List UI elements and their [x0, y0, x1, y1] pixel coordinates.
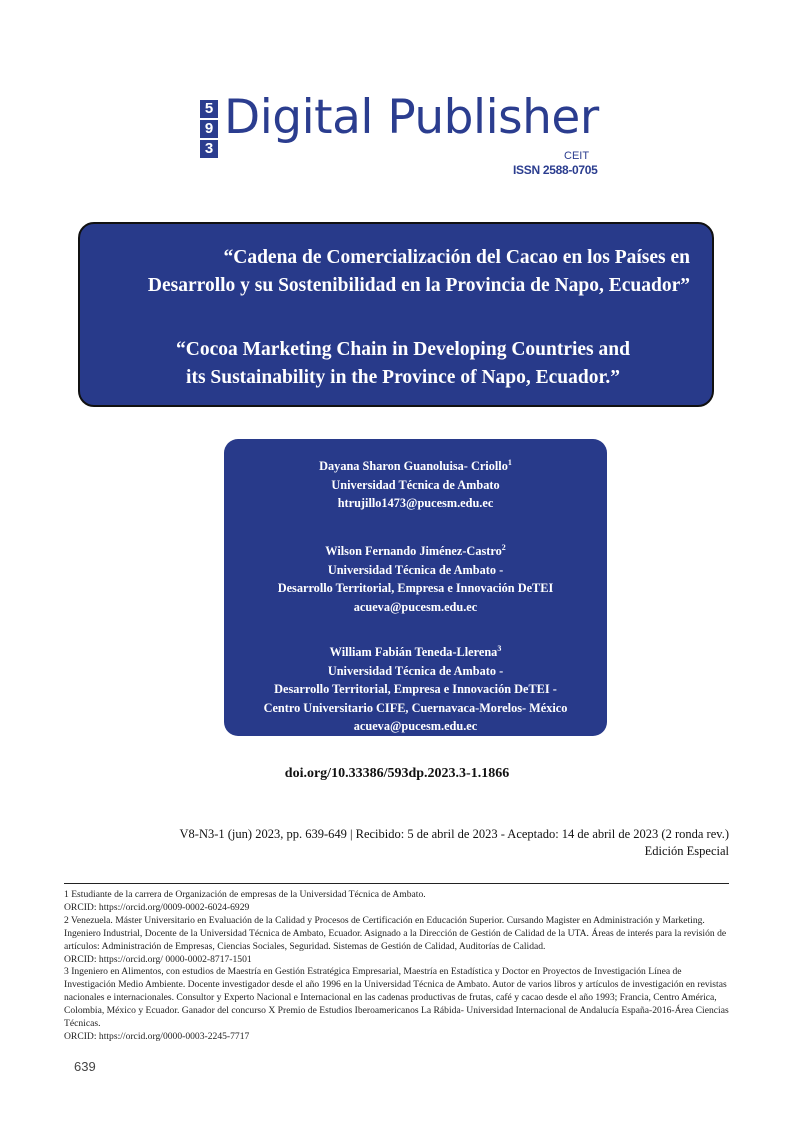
- title-spanish-line: Desarrollo y su Sostenibilidad en la Provincia de Napo, Ecuador”: [147, 275, 690, 296]
- journal-logo: [200, 90, 620, 178]
- footnote-orcid: ORCID: https://orcid.org/ 0000-0002-8717-1501: [64, 953, 252, 965]
- issn: ISSN 2588-0705: [513, 163, 598, 177]
- footnotes: [64, 889, 730, 1044]
- author-email: htrujillo1473@pucesm.edu.ec: [337, 496, 494, 511]
- footnote: 2 Venezuela. Máster Universitario en Evaluación de la Calidad y Procesos de Certificación en Educación Superior. Cursando Magister en Administración y Marketing. Ingeniero Industrial, Docente de la Universidad Técnica de Ambato, Ecuador. Asignado a la Dirección de Gestión de Calidad de la UTA. Áreas de interés para la revisión de artículos: Administración de Empresas, Ciencias Sociales, Seguridad. Sistemas de Gestión de Calidad, Auditorías de Calidad.: [64, 914, 727, 952]
- logo-ceit: CEIT: [564, 150, 590, 162]
- author-name: Wilson Fernando Jiménez-Castro$^2$: [325, 543, 506, 559]
- footnote: 3 Ingeniero en Alimentos, con estudios de Maestría en Gestión Estratégica Empresarial, Maestría en Estadística y Doctor en Proyectos de Investigación Línea de Investigación Medio Ambiente. Docente investigador desde el año 1996 en la Universidad Técnica de Ambato. Autor de varios libros y artículos de investigación en revistas nacionales e internacionales. Consultor y Experto Nacional e Internacional en las cadenas productivas de frutas, café y cacao desde el año 1993; Francia, Centro América, Colombia, México y Ecuador. Ganador del concurso X Premio de Estudios Iberoamericanos La Rábida- Universidad Internacional de Andalucía España-2016-Área Ciencias Técnicas.: [64, 966, 729, 1030]
- author-affiliation: Desarrollo Territorial, Empresa e Innovación DeTEI: [277, 581, 554, 596]
- title-english: [80, 336, 716, 392]
- author-name: William Fabián Teneda-Llerena$^3$: [329, 644, 502, 660]
- author-affiliation: Universidad Técnica de Ambato -: [327, 663, 504, 678]
- author-name: Dayana Sharon Guanoluisa- Criollo$^1$: [319, 458, 512, 474]
- volume-line: V8-N3-1 (jun) 2023, pp. 639-649 | Recibido: 5 de abril de 2023 - Aceptado: 14 de abril de 2023 (2 ronda rev.): [179, 827, 729, 841]
- title-spanish: [90, 244, 690, 300]
- footnote-orcid: ORCID: https://orcid.org/0009-0002-6024-6929: [64, 901, 250, 913]
- doi: doi.org/10.33386/593dp.2023.3-1.1866: [284, 766, 510, 781]
- author-block: [224, 454, 607, 513]
- author-affiliation: Desarrollo Territorial, Empresa e Innovación DeTEI -: [274, 682, 557, 697]
- author-email: acueva@pucesm.edu.ec: [353, 719, 478, 734]
- title-spanish-line: “Cadena de Comercialización del Cacao en los Países en: [223, 247, 690, 268]
- author-affiliation: Universidad Técnica de Ambato: [331, 477, 500, 492]
- logo-digit: 9: [200, 120, 218, 138]
- title-box: [78, 222, 714, 407]
- title-english-line: “Cocoa Marketing Chain in Developing Countries and: [176, 339, 630, 360]
- logo-digit: 3: [200, 140, 218, 158]
- logo-digits: [200, 100, 218, 160]
- publication-info: [180, 826, 729, 860]
- author-affiliation: Centro Universitario CIFE, Cuernavaca-Morelos- México: [263, 700, 568, 715]
- title-english-line: its Sustainability in the Province of Napo, Ecuador.”: [186, 367, 620, 388]
- footnote-orcid: ORCID: https://orcid.org/0000-0003-2245-7717: [64, 1030, 250, 1042]
- authors-box: [224, 439, 607, 736]
- author-block: [224, 640, 607, 736]
- author-email: acueva@pucesm.edu.ec: [353, 599, 478, 614]
- page-number: 639: [74, 1059, 96, 1074]
- footnote-divider: [64, 883, 729, 884]
- footnote: 1 Estudiante de la carrera de Organización de empresas de la Universidad Técnica de Ambato.: [64, 889, 426, 900]
- logo-digit: 5: [200, 100, 218, 118]
- edition: Edición Especial: [644, 844, 729, 858]
- author-affiliation: Universidad Técnica de Ambato -: [327, 562, 504, 577]
- author-block: [224, 539, 607, 616]
- logo-wordmark: Digital Publisher: [224, 90, 599, 145]
